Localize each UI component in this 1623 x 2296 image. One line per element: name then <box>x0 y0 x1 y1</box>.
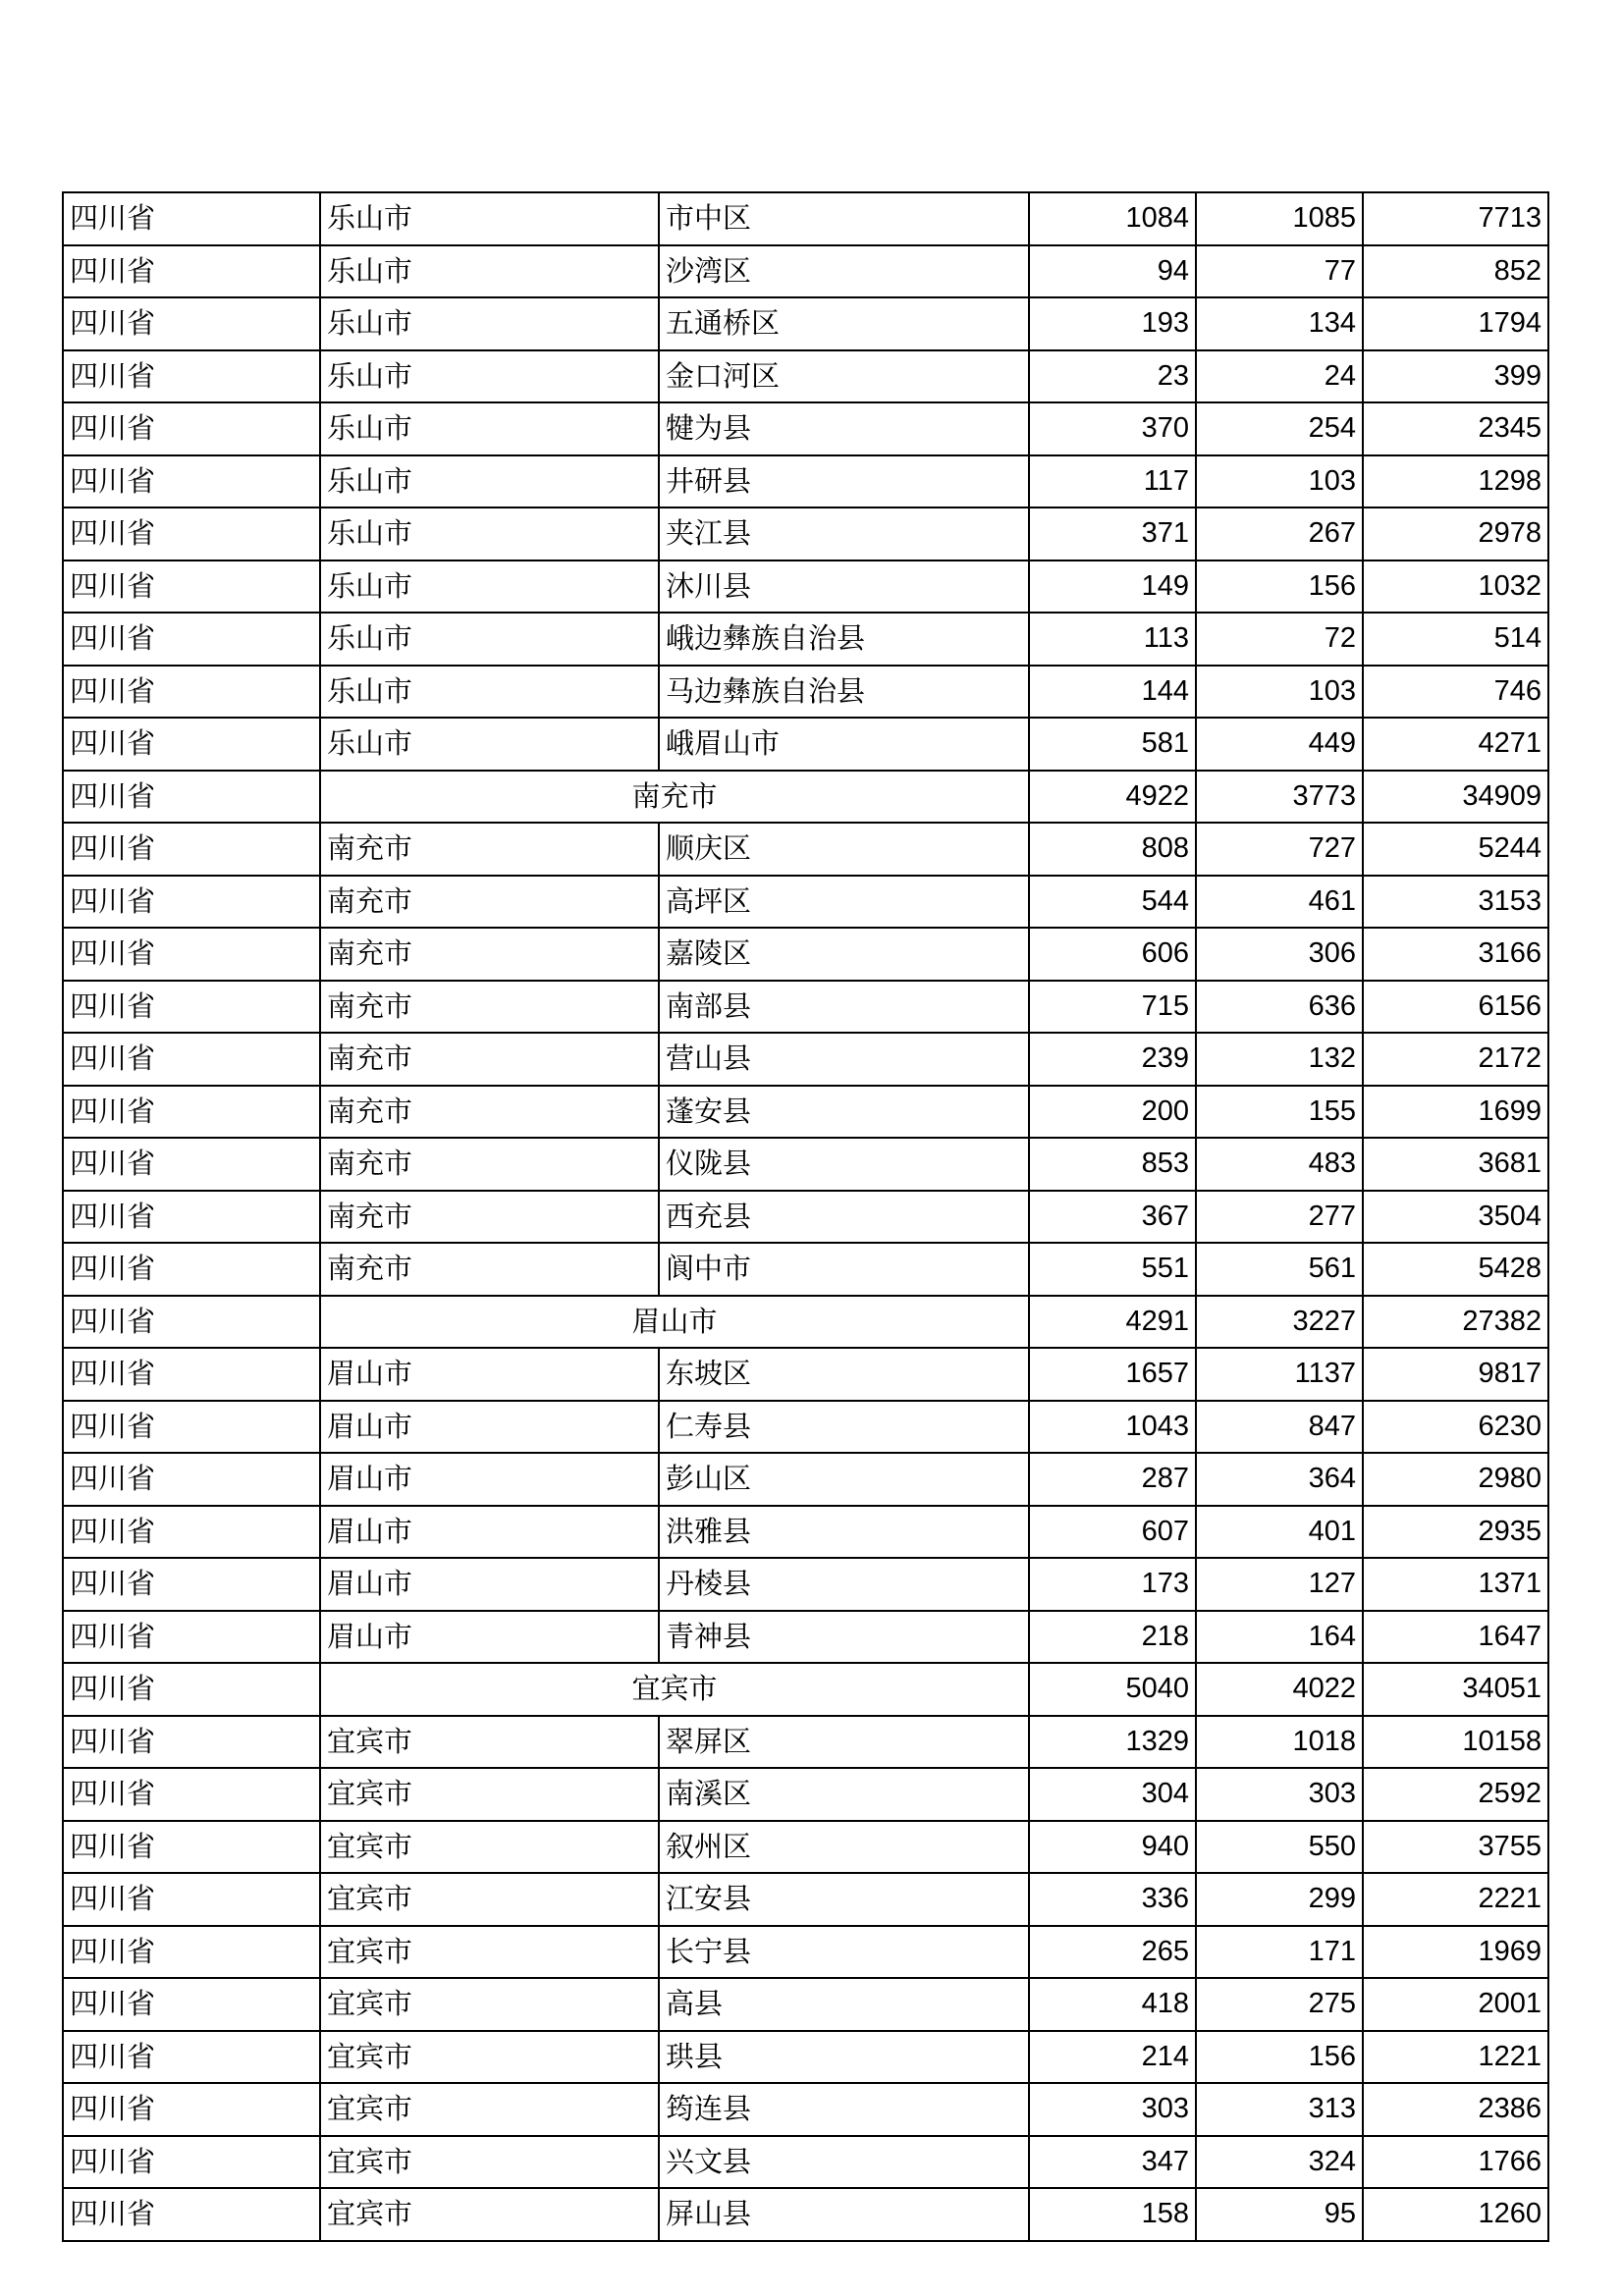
table-row <box>63 1873 1548 1926</box>
value-cell-2: 134 <box>1196 297 1363 350</box>
province-cell: 四川省 <box>63 2136 320 2189</box>
value-cell-3: 852 <box>1363 245 1548 298</box>
city-cell: 乐山市 <box>320 297 659 350</box>
city-cell: 宜宾市 <box>320 1768 659 1821</box>
value-cell-3: 2386 <box>1363 2083 1548 2136</box>
table-row <box>63 350 1548 403</box>
value-cell-3: 4271 <box>1363 718 1548 771</box>
table-body <box>63 192 1548 2241</box>
county-cell: 蓬安县 <box>659 1086 1029 1139</box>
table-row <box>63 245 1548 298</box>
table-row <box>63 1506 1548 1559</box>
value-cell-2: 299 <box>1196 1873 1363 1926</box>
table-row <box>63 1611 1548 1664</box>
value-cell-1: 551 <box>1029 1243 1196 1296</box>
value-cell-1: 4291 <box>1029 1296 1196 1349</box>
county-cell: 翠屏区 <box>659 1716 1029 1769</box>
county-cell: 顺庆区 <box>659 823 1029 876</box>
value-cell-2: 449 <box>1196 718 1363 771</box>
value-cell-3: 1699 <box>1363 1086 1548 1139</box>
table-row-city-subtotal <box>63 771 1548 824</box>
value-cell-3: 3681 <box>1363 1138 1548 1191</box>
value-cell-2: 303 <box>1196 1768 1363 1821</box>
city-cell: 眉山市 <box>320 1401 659 1454</box>
table-row-city-subtotal <box>63 1296 1548 1349</box>
city-cell: 眉山市 <box>320 1506 659 1559</box>
value-cell-2: 401 <box>1196 1506 1363 1559</box>
province-cell: 四川省 <box>63 2031 320 2084</box>
statistics-table <box>62 191 1549 2242</box>
value-cell-2: 847 <box>1196 1401 1363 1454</box>
table-row <box>63 1453 1548 1506</box>
city-cell: 乐山市 <box>320 455 659 508</box>
value-cell-3: 3504 <box>1363 1191 1548 1244</box>
value-cell-2: 1137 <box>1196 1348 1363 1401</box>
value-cell-3: 1221 <box>1363 2031 1548 2084</box>
city-cell: 乐山市 <box>320 507 659 561</box>
value-cell-3: 1032 <box>1363 561 1548 614</box>
value-cell-2: 95 <box>1196 2188 1363 2241</box>
province-cell: 四川省 <box>63 823 320 876</box>
value-cell-3: 5428 <box>1363 1243 1548 1296</box>
city-cell: 眉山市 <box>320 1558 659 1611</box>
value-cell-1: 808 <box>1029 823 1196 876</box>
county-cell: 沙湾区 <box>659 245 1029 298</box>
value-cell-2: 3227 <box>1196 1296 1363 1349</box>
table-row <box>63 1768 1548 1821</box>
value-cell-1: 336 <box>1029 1873 1196 1926</box>
province-cell: 四川省 <box>63 297 320 350</box>
province-cell: 四川省 <box>63 1348 320 1401</box>
value-cell-2: 24 <box>1196 350 1363 403</box>
table-row <box>63 1716 1548 1769</box>
value-cell-3: 399 <box>1363 350 1548 403</box>
county-cell: 洪雅县 <box>659 1506 1029 1559</box>
city-cell: 南充市 <box>320 1191 659 1244</box>
province-cell: 四川省 <box>63 1978 320 2031</box>
value-cell-1: 418 <box>1029 1978 1196 2031</box>
county-cell: 彭山区 <box>659 1453 1029 1506</box>
value-cell-1: 304 <box>1029 1768 1196 1821</box>
value-cell-3: 2345 <box>1363 402 1548 455</box>
value-cell-1: 117 <box>1029 455 1196 508</box>
value-cell-1: 265 <box>1029 1926 1196 1979</box>
value-cell-1: 1329 <box>1029 1716 1196 1769</box>
county-cell: 长宁县 <box>659 1926 1029 1979</box>
table-row <box>63 981 1548 1034</box>
table-row <box>63 297 1548 350</box>
value-cell-3: 1371 <box>1363 1558 1548 1611</box>
table-row <box>63 1558 1548 1611</box>
value-cell-1: 214 <box>1029 2031 1196 2084</box>
county-cell: 峨眉山市 <box>659 718 1029 771</box>
city-cell: 南充市 <box>320 928 659 981</box>
value-cell-1: 158 <box>1029 2188 1196 2241</box>
value-cell-1: 218 <box>1029 1611 1196 1664</box>
value-cell-1: 607 <box>1029 1506 1196 1559</box>
value-cell-2: 103 <box>1196 455 1363 508</box>
city-cell: 乐山市 <box>320 402 659 455</box>
value-cell-2: 324 <box>1196 2136 1363 2189</box>
value-cell-1: 173 <box>1029 1558 1196 1611</box>
city-cell: 宜宾市 <box>320 2083 659 2136</box>
province-cell: 四川省 <box>63 1086 320 1139</box>
county-cell: 西充县 <box>659 1191 1029 1244</box>
value-cell-1: 149 <box>1029 561 1196 614</box>
value-cell-2: 72 <box>1196 613 1363 666</box>
value-cell-3: 1260 <box>1363 2188 1548 2241</box>
table-row <box>63 1138 1548 1191</box>
city-cell: 乐山市 <box>320 718 659 771</box>
county-cell: 丹棱县 <box>659 1558 1029 1611</box>
table-row <box>63 2188 1548 2241</box>
province-cell: 四川省 <box>63 561 320 614</box>
province-cell: 四川省 <box>63 402 320 455</box>
value-cell-3: 3153 <box>1363 876 1548 929</box>
value-cell-3: 2978 <box>1363 507 1548 561</box>
county-cell: 嘉陵区 <box>659 928 1029 981</box>
city-cell: 南充市 <box>320 1086 659 1139</box>
city-cell: 乐山市 <box>320 245 659 298</box>
city-cell: 宜宾市 <box>320 2136 659 2189</box>
value-cell-2: 277 <box>1196 1191 1363 1244</box>
province-cell: 四川省 <box>63 1191 320 1244</box>
value-cell-1: 347 <box>1029 2136 1196 2189</box>
province-cell: 四川省 <box>63 981 320 1034</box>
city-cell: 宜宾市 <box>320 1716 659 1769</box>
city-cell: 宜宾市 <box>320 1821 659 1874</box>
city-cell: 宜宾市 <box>320 2188 659 2241</box>
county-cell: 青神县 <box>659 1611 1029 1664</box>
city-cell: 宜宾市 <box>320 1978 659 2031</box>
table-row <box>63 823 1548 876</box>
province-cell: 四川省 <box>63 1821 320 1874</box>
province-cell: 四川省 <box>63 245 320 298</box>
city-subtotal-cell: 眉山市 <box>320 1296 1029 1349</box>
county-cell: 东坡区 <box>659 1348 1029 1401</box>
county-cell: 屏山县 <box>659 2188 1029 2241</box>
value-cell-3: 2592 <box>1363 1768 1548 1821</box>
county-cell: 金口河区 <box>659 350 1029 403</box>
value-cell-2: 77 <box>1196 245 1363 298</box>
city-cell: 宜宾市 <box>320 2031 659 2084</box>
province-cell: 四川省 <box>63 507 320 561</box>
value-cell-2: 550 <box>1196 1821 1363 1874</box>
value-cell-2: 313 <box>1196 2083 1363 2136</box>
county-cell: 仁寿县 <box>659 1401 1029 1454</box>
value-cell-3: 9817 <box>1363 1348 1548 1401</box>
province-cell: 四川省 <box>63 1401 320 1454</box>
table-row <box>63 402 1548 455</box>
value-cell-3: 1298 <box>1363 455 1548 508</box>
county-cell: 五通桥区 <box>659 297 1029 350</box>
value-cell-1: 1657 <box>1029 1348 1196 1401</box>
county-cell: 马边彝族自治县 <box>659 666 1029 719</box>
province-cell: 四川省 <box>63 1243 320 1296</box>
province-cell: 四川省 <box>63 2188 320 2241</box>
table-row <box>63 666 1548 719</box>
table-row <box>63 613 1548 666</box>
city-cell: 乐山市 <box>320 666 659 719</box>
province-cell: 四川省 <box>63 1506 320 1559</box>
value-cell-1: 287 <box>1029 1453 1196 1506</box>
value-cell-1: 371 <box>1029 507 1196 561</box>
province-cell: 四川省 <box>63 1033 320 1086</box>
province-cell: 四川省 <box>63 928 320 981</box>
value-cell-3: 1969 <box>1363 1926 1548 1979</box>
city-subtotal-cell: 宜宾市 <box>320 1663 1029 1716</box>
table-row <box>63 561 1548 614</box>
value-cell-2: 254 <box>1196 402 1363 455</box>
value-cell-1: 853 <box>1029 1138 1196 1191</box>
value-cell-3: 2172 <box>1363 1033 1548 1086</box>
value-cell-1: 193 <box>1029 297 1196 350</box>
city-cell: 南充市 <box>320 876 659 929</box>
value-cell-3: 746 <box>1363 666 1548 719</box>
value-cell-3: 3755 <box>1363 1821 1548 1874</box>
value-cell-1: 544 <box>1029 876 1196 929</box>
value-cell-1: 23 <box>1029 350 1196 403</box>
county-cell: 叙州区 <box>659 1821 1029 1874</box>
province-cell: 四川省 <box>63 1138 320 1191</box>
value-cell-2: 156 <box>1196 2031 1363 2084</box>
province-cell: 四川省 <box>63 1453 320 1506</box>
county-cell: 沐川县 <box>659 561 1029 614</box>
value-cell-3: 2221 <box>1363 1873 1548 1926</box>
province-cell: 四川省 <box>63 2083 320 2136</box>
value-cell-1: 303 <box>1029 2083 1196 2136</box>
county-cell: 高县 <box>659 1978 1029 2031</box>
province-cell: 四川省 <box>63 1716 320 1769</box>
value-cell-1: 4922 <box>1029 771 1196 824</box>
value-cell-2: 483 <box>1196 1138 1363 1191</box>
city-cell: 乐山市 <box>320 192 659 245</box>
table-row <box>63 928 1548 981</box>
city-cell: 南充市 <box>320 1033 659 1086</box>
value-cell-3: 1647 <box>1363 1611 1548 1664</box>
city-subtotal-cell: 南充市 <box>320 771 1029 824</box>
value-cell-1: 715 <box>1029 981 1196 1034</box>
county-cell: 江安县 <box>659 1873 1029 1926</box>
value-cell-2: 3773 <box>1196 771 1363 824</box>
table-row <box>63 1243 1548 1296</box>
table-row <box>63 1821 1548 1874</box>
city-cell: 宜宾市 <box>320 1873 659 1926</box>
value-cell-2: 275 <box>1196 1978 1363 2031</box>
value-cell-1: 94 <box>1029 245 1196 298</box>
table-row <box>63 718 1548 771</box>
county-cell: 仪陇县 <box>659 1138 1029 1191</box>
value-cell-1: 370 <box>1029 402 1196 455</box>
county-cell: 高坪区 <box>659 876 1029 929</box>
province-cell: 四川省 <box>63 1926 320 1979</box>
value-cell-2: 171 <box>1196 1926 1363 1979</box>
city-cell: 眉山市 <box>320 1348 659 1401</box>
table-row <box>63 192 1548 245</box>
province-cell: 四川省 <box>63 613 320 666</box>
value-cell-1: 144 <box>1029 666 1196 719</box>
value-cell-3: 7713 <box>1363 192 1548 245</box>
province-cell: 四川省 <box>63 1611 320 1664</box>
value-cell-3: 27382 <box>1363 1296 1548 1349</box>
county-cell: 夹江县 <box>659 507 1029 561</box>
county-cell: 南部县 <box>659 981 1029 1034</box>
city-cell: 眉山市 <box>320 1453 659 1506</box>
table-row <box>63 1401 1548 1454</box>
county-cell: 南溪区 <box>659 1768 1029 1821</box>
value-cell-2: 4022 <box>1196 1663 1363 1716</box>
table-row-city-subtotal <box>63 1663 1548 1716</box>
value-cell-3: 2980 <box>1363 1453 1548 1506</box>
county-cell: 营山县 <box>659 1033 1029 1086</box>
value-cell-3: 1794 <box>1363 297 1548 350</box>
value-cell-2: 364 <box>1196 1453 1363 1506</box>
city-cell: 南充市 <box>320 823 659 876</box>
city-cell: 眉山市 <box>320 1611 659 1664</box>
county-cell: 兴文县 <box>659 2136 1029 2189</box>
table-row <box>63 2136 1548 2189</box>
value-cell-1: 113 <box>1029 613 1196 666</box>
value-cell-1: 5040 <box>1029 1663 1196 1716</box>
value-cell-2: 155 <box>1196 1086 1363 1139</box>
table-row <box>63 2083 1548 2136</box>
province-cell: 四川省 <box>63 1873 320 1926</box>
value-cell-2: 164 <box>1196 1611 1363 1664</box>
county-cell: 阆中市 <box>659 1243 1029 1296</box>
province-cell: 四川省 <box>63 1663 320 1716</box>
city-cell: 南充市 <box>320 1243 659 1296</box>
value-cell-2: 1085 <box>1196 192 1363 245</box>
value-cell-1: 581 <box>1029 718 1196 771</box>
table-row <box>63 1978 1548 2031</box>
value-cell-3: 2001 <box>1363 1978 1548 2031</box>
value-cell-3: 514 <box>1363 613 1548 666</box>
value-cell-3: 5244 <box>1363 823 1548 876</box>
city-cell: 乐山市 <box>320 561 659 614</box>
city-cell: 南充市 <box>320 1138 659 1191</box>
county-cell: 犍为县 <box>659 402 1029 455</box>
table-row <box>63 1191 1548 1244</box>
province-cell: 四川省 <box>63 350 320 403</box>
value-cell-2: 636 <box>1196 981 1363 1034</box>
county-cell: 市中区 <box>659 192 1029 245</box>
value-cell-2: 156 <box>1196 561 1363 614</box>
province-cell: 四川省 <box>63 1296 320 1349</box>
table-row <box>63 507 1548 561</box>
value-cell-1: 1084 <box>1029 192 1196 245</box>
city-cell: 乐山市 <box>320 350 659 403</box>
value-cell-3: 2935 <box>1363 1506 1548 1559</box>
city-cell: 南充市 <box>320 981 659 1034</box>
table-row <box>63 1086 1548 1139</box>
table-row <box>63 876 1548 929</box>
value-cell-3: 10158 <box>1363 1716 1548 1769</box>
value-cell-2: 267 <box>1196 507 1363 561</box>
value-cell-2: 306 <box>1196 928 1363 981</box>
value-cell-3: 6230 <box>1363 1401 1548 1454</box>
value-cell-3: 3166 <box>1363 928 1548 981</box>
table-row <box>63 1348 1548 1401</box>
table-row <box>63 1926 1548 1979</box>
table-row <box>63 1033 1548 1086</box>
table-row <box>63 2031 1548 2084</box>
value-cell-2: 561 <box>1196 1243 1363 1296</box>
value-cell-1: 606 <box>1029 928 1196 981</box>
value-cell-3: 34051 <box>1363 1663 1548 1716</box>
province-cell: 四川省 <box>63 718 320 771</box>
value-cell-2: 127 <box>1196 1558 1363 1611</box>
province-cell: 四川省 <box>63 876 320 929</box>
value-cell-2: 1018 <box>1196 1716 1363 1769</box>
value-cell-2: 103 <box>1196 666 1363 719</box>
value-cell-1: 367 <box>1029 1191 1196 1244</box>
value-cell-3: 6156 <box>1363 981 1548 1034</box>
value-cell-1: 940 <box>1029 1821 1196 1874</box>
province-cell: 四川省 <box>63 192 320 245</box>
county-cell: 井研县 <box>659 455 1029 508</box>
province-cell: 四川省 <box>63 455 320 508</box>
county-cell: 珙县 <box>659 2031 1029 2084</box>
table-row <box>63 455 1548 508</box>
county-cell: 筠连县 <box>659 2083 1029 2136</box>
province-cell: 四川省 <box>63 771 320 824</box>
value-cell-2: 461 <box>1196 876 1363 929</box>
county-cell: 峨边彝族自治县 <box>659 613 1029 666</box>
value-cell-1: 239 <box>1029 1033 1196 1086</box>
value-cell-2: 727 <box>1196 823 1363 876</box>
province-cell: 四川省 <box>63 666 320 719</box>
province-cell: 四川省 <box>63 1768 320 1821</box>
value-cell-1: 1043 <box>1029 1401 1196 1454</box>
value-cell-3: 34909 <box>1363 771 1548 824</box>
city-cell: 乐山市 <box>320 613 659 666</box>
province-cell: 四川省 <box>63 1558 320 1611</box>
value-cell-2: 132 <box>1196 1033 1363 1086</box>
city-cell: 宜宾市 <box>320 1926 659 1979</box>
value-cell-1: 200 <box>1029 1086 1196 1139</box>
value-cell-3: 1766 <box>1363 2136 1548 2189</box>
